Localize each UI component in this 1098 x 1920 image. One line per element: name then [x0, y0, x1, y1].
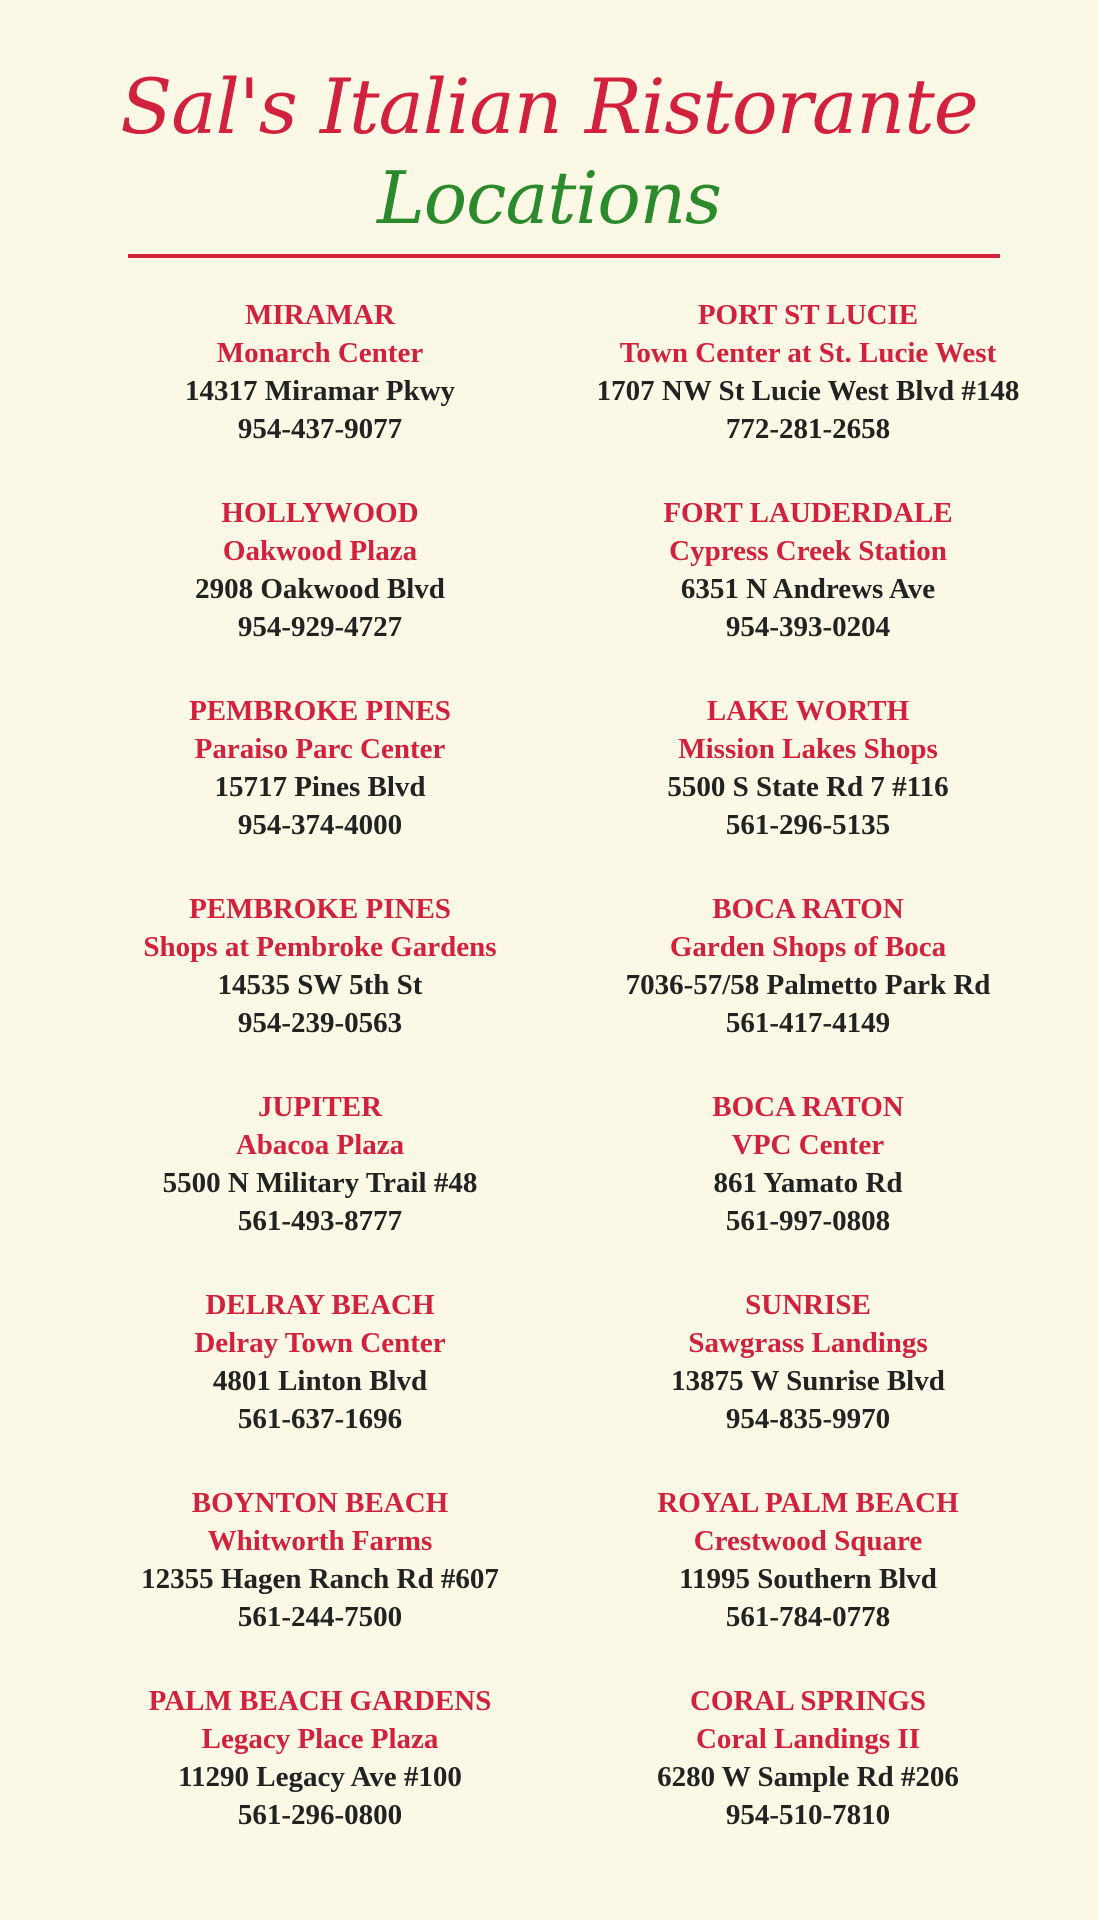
location-phone[interactable]: 954-437-9077 [237, 413, 403, 445]
location-card [548, 1286, 1068, 1438]
location-center: Whitworth Farms [207, 1525, 433, 1557]
location-phone[interactable]: 954-510-7810 [725, 1799, 891, 1831]
location-phone[interactable]: 561-417-4149 [725, 1007, 891, 1039]
location-address: 13875 W Sunrise Blvd [671, 1365, 945, 1397]
location-phone[interactable]: 561-784-0778 [725, 1601, 891, 1633]
location-city: SUNRISE [745, 1289, 871, 1321]
location-card [60, 494, 580, 646]
location-center: Legacy Place Plaza [201, 1723, 439, 1755]
location-center: Crestwood Square [693, 1525, 923, 1557]
location-card [60, 1088, 580, 1240]
location-phone[interactable]: 772-281-2658 [725, 413, 891, 445]
location-address: 2908 Oakwood Blvd [195, 573, 445, 605]
restaurant-title: Sal's Italian Ristorante [120, 62, 978, 151]
location-address: 861 Yamato Rd [713, 1167, 903, 1199]
location-phone[interactable]: 954-835-9970 [725, 1403, 891, 1435]
location-center: Abacoa Plaza [235, 1129, 405, 1161]
location-city: BOCA RATON [712, 1091, 904, 1123]
location-address: 11995 Southern Blvd [679, 1563, 937, 1595]
location-address: 5500 N Military Trail #48 [162, 1167, 478, 1199]
location-card [548, 494, 1068, 646]
location-address: 5500 S State Rd 7 #116 [667, 771, 949, 803]
location-phone[interactable]: 954-239-0563 [237, 1007, 403, 1039]
location-card [60, 890, 580, 1042]
location-city: PALM BEACH GARDENS [148, 1685, 492, 1717]
location-center: Oakwood Plaza [222, 535, 418, 567]
location-address: 14535 SW 5th St [217, 969, 423, 1001]
location-city: BOCA RATON [712, 893, 904, 925]
location-phone[interactable]: 954-393-0204 [725, 611, 891, 643]
location-city: PEMBROKE PINES [189, 893, 451, 925]
location-center: Garden Shops of Boca [669, 931, 947, 963]
location-address: 14317 Miramar Pkwy [184, 375, 456, 407]
location-phone[interactable]: 561-244-7500 [237, 1601, 403, 1633]
location-center: Sawgrass Landings [688, 1327, 928, 1359]
location-card [548, 1484, 1068, 1636]
location-center: Shops at Pembroke Gardens [143, 931, 497, 963]
location-card [548, 692, 1068, 844]
location-card [548, 296, 1068, 448]
location-address: 11290 Legacy Ave #100 [178, 1761, 462, 1793]
locations-subtitle: Locations [376, 156, 722, 240]
location-city: PORT ST LUCIE [697, 299, 919, 331]
location-card [60, 296, 580, 448]
location-city: BOYNTON BEACH [191, 1487, 449, 1519]
location-city: DELRAY BEACH [205, 1289, 435, 1321]
location-card [60, 1286, 580, 1438]
location-address: 1707 NW St Lucie West Blvd #148 [596, 375, 1020, 407]
location-address: 12355 Hagen Ranch Rd #607 [141, 1563, 499, 1595]
location-center: Coral Landings II [695, 1723, 920, 1755]
location-phone[interactable]: 561-997-0808 [725, 1205, 891, 1237]
location-center: Mission Lakes Shops [678, 733, 938, 765]
location-card [60, 1484, 580, 1636]
location-card [60, 692, 580, 844]
location-center: Delray Town Center [194, 1327, 446, 1359]
location-address: 4801 Linton Blvd [212, 1365, 428, 1397]
location-address: 6280 W Sample Rd #206 [657, 1761, 959, 1793]
location-city: LAKE WORTH [706, 695, 910, 727]
location-phone[interactable]: 561-296-5135 [725, 809, 891, 841]
location-center: Monarch Center [216, 337, 424, 369]
location-center: Paraiso Parc Center [194, 733, 446, 765]
location-city: MIRAMAR [245, 299, 395, 331]
location-phone[interactable]: 561-296-0800 [237, 1799, 403, 1831]
title-divider [128, 254, 1000, 258]
location-center: VPC Center [731, 1129, 885, 1161]
location-address: 15717 Pines Blvd [214, 771, 426, 803]
location-card [548, 1682, 1068, 1834]
location-phone[interactable]: 561-493-8777 [237, 1205, 403, 1237]
location-city: HOLLYWOOD [221, 497, 419, 529]
location-city: FORT LAUDERDALE [663, 497, 953, 529]
location-city: PEMBROKE PINES [189, 695, 451, 727]
location-address: 6351 N Andrews Ave [680, 573, 936, 605]
location-city: ROYAL PALM BEACH [657, 1487, 959, 1519]
location-phone[interactable]: 561-637-1696 [237, 1403, 403, 1435]
location-address: 7036-57/58 Palmetto Park Rd [625, 969, 991, 1001]
location-card [548, 1088, 1068, 1240]
location-center: Town Center at St. Lucie West [619, 337, 997, 369]
location-center: Cypress Creek Station [669, 535, 947, 567]
location-phone[interactable]: 954-374-4000 [237, 809, 403, 841]
locations-grid [0, 296, 1098, 1856]
location-card [548, 890, 1068, 1042]
location-city: JUPITER [257, 1091, 383, 1123]
location-card [60, 1682, 580, 1834]
location-phone[interactable]: 954-929-4727 [237, 611, 403, 643]
location-city: CORAL SPRINGS [689, 1685, 927, 1717]
